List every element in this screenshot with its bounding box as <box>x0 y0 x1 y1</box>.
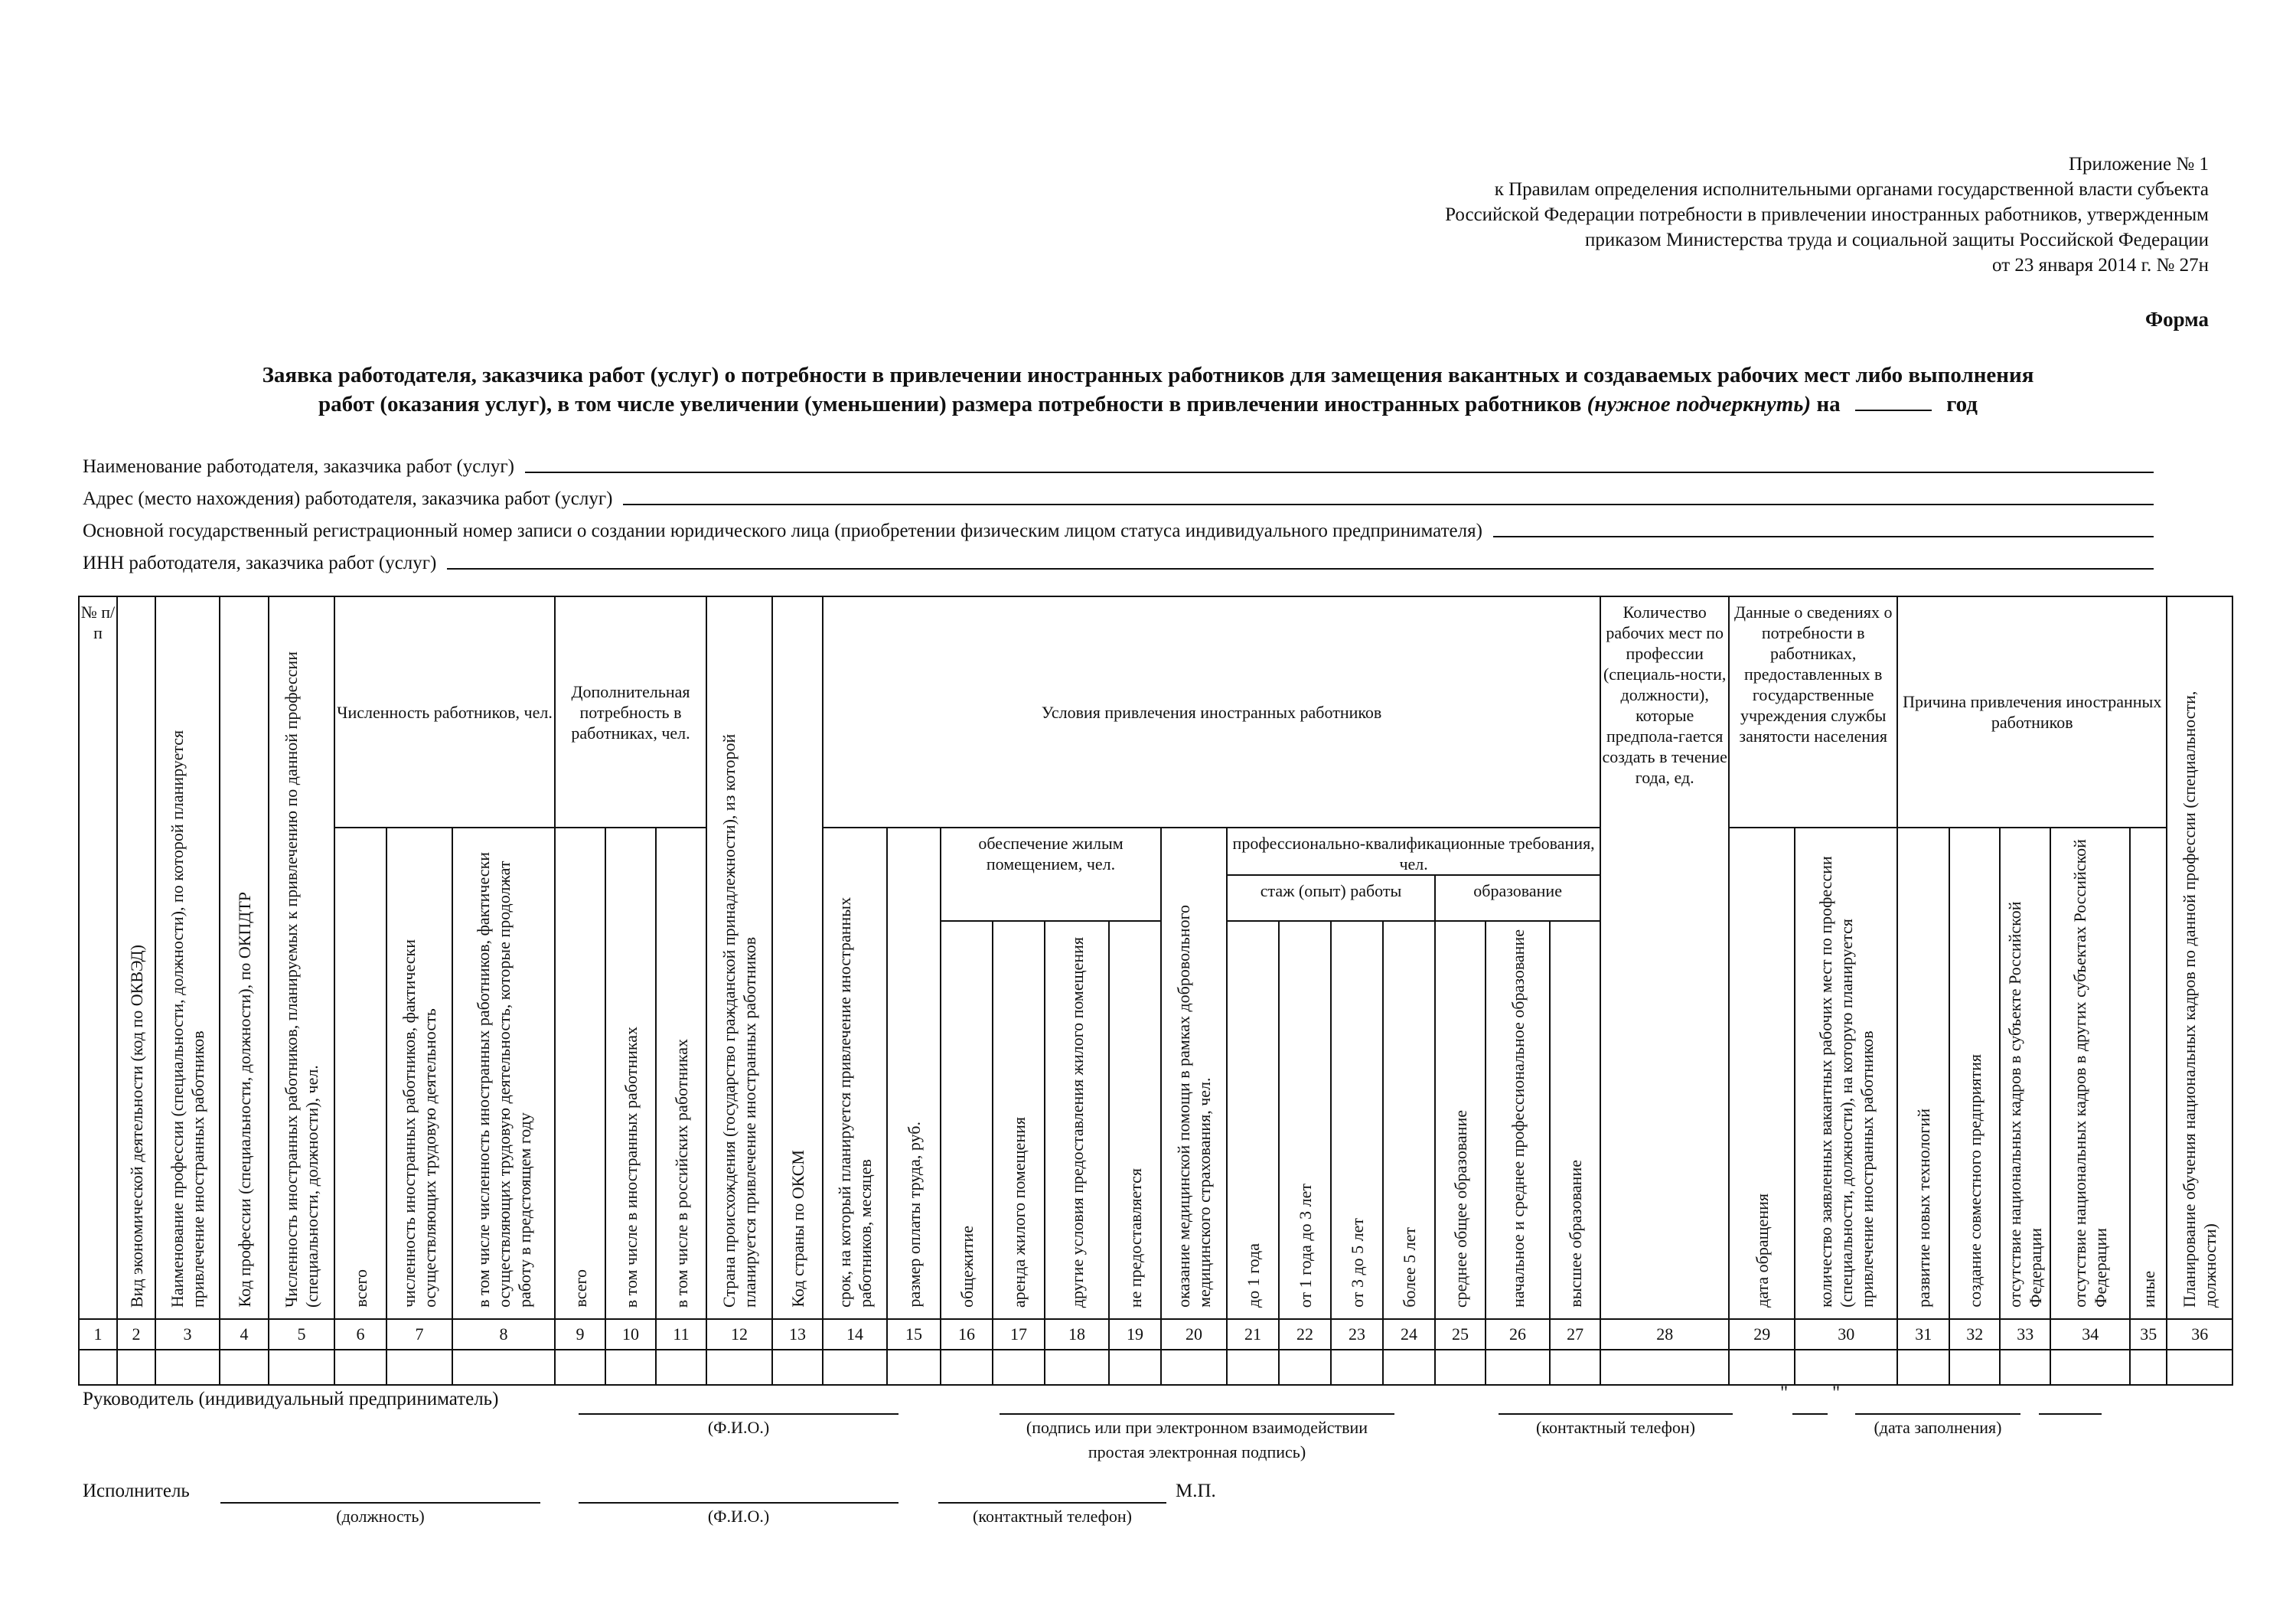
col-number: 14 <box>823 1319 887 1350</box>
data-cell[interactable] <box>656 1350 706 1385</box>
data-cell[interactable] <box>772 1350 823 1385</box>
date-day-line[interactable] <box>1792 1413 1828 1415</box>
employer-name-field[interactable] <box>83 450 2154 478</box>
data-cell[interactable] <box>887 1350 941 1385</box>
col-7-header <box>386 828 452 1319</box>
col-21-text: до 1 года <box>1243 1243 1263 1308</box>
col-number: 31 <box>1897 1319 1949 1350</box>
col-20-header <box>1161 828 1227 1319</box>
col-number: 20 <box>1161 1319 1227 1350</box>
col-12-header <box>706 596 772 1319</box>
date-month-line[interactable] <box>1855 1413 2020 1415</box>
data-cell[interactable] <box>1600 1350 1729 1385</box>
group-qualification: профессионально-квалификационные требования, чел. <box>1227 828 1600 875</box>
approval-line: приказом Министерства труда и социальной защиты Российской Федерации <box>1585 230 2209 250</box>
date-close-quote: " <box>1832 1383 1841 1403</box>
data-cell[interactable] <box>993 1350 1045 1385</box>
col-4-text: Код профессии (специальности, должности), по ОКПДТР <box>234 892 254 1308</box>
col-16-header <box>941 921 993 1319</box>
col-24-text: более 5 лет <box>1399 1227 1419 1308</box>
employer-name-line[interactable] <box>525 472 2154 473</box>
col-15-text: размер оплаты труда, руб. <box>904 1122 924 1308</box>
ogrn-line[interactable] <box>1493 536 2154 537</box>
col-36-text: Планирование обучения национальных кадров по данной профессии (специальности, должности) <box>2180 691 2220 1308</box>
col-8-header <box>452 828 555 1319</box>
col-number: 34 <box>2050 1319 2130 1350</box>
col-17-text: аренда жилого помещения <box>1009 1116 1029 1308</box>
ogrn-field[interactable] <box>83 514 2154 542</box>
data-cell[interactable] <box>1279 1350 1331 1385</box>
col-number: 3 <box>155 1319 220 1350</box>
col-23-header <box>1331 921 1383 1319</box>
data-cell[interactable] <box>605 1350 656 1385</box>
col-25-text: среднее общее образование <box>1450 1109 1470 1308</box>
col-number: 12 <box>706 1319 772 1350</box>
col-number: 30 <box>1795 1319 1897 1350</box>
col-35-header <box>2130 828 2167 1319</box>
col-number: 24 <box>1383 1319 1435 1350</box>
column-numbers-row <box>79 1319 2232 1350</box>
col-16-text: общежитие <box>957 1225 977 1308</box>
ogrn-label: Основной государственный регистрационный номер записи о создании юридического лица (приобретении физическим лицом статуса индивидуального предпринимателя) <box>83 521 1482 541</box>
empty-data-row <box>79 1350 2232 1385</box>
col-number: 8 <box>452 1319 555 1350</box>
request-table <box>78 596 2233 1386</box>
col-number: 22 <box>1279 1319 1331 1350</box>
data-cell[interactable] <box>2167 1350 2232 1385</box>
col-26-header <box>1486 921 1550 1319</box>
col-13-header <box>772 596 823 1319</box>
data-cell[interactable] <box>1109 1350 1161 1385</box>
col-number: 11 <box>656 1319 706 1350</box>
data-cell[interactable] <box>452 1350 555 1385</box>
data-cell[interactable] <box>269 1350 334 1385</box>
data-cell[interactable] <box>1331 1350 1383 1385</box>
group-additional: Дополнительная потребность в работниках, чел. <box>555 596 706 828</box>
col-27-header <box>1550 921 1600 1319</box>
head-label: Руководитель (индивидуальный предприниматель) <box>83 1389 499 1409</box>
year-blank[interactable] <box>1855 391 1932 411</box>
col-9-header <box>555 828 605 1319</box>
data-cell[interactable] <box>1227 1350 1279 1385</box>
approval-block <box>1137 152 2209 278</box>
inn-label: ИНН работодателя, заказчика работ (услуг) <box>83 553 437 573</box>
executor-fio-line[interactable] <box>579 1502 899 1504</box>
col-19-text: не предоставляется <box>1125 1167 1145 1308</box>
col-number: 28 <box>1600 1319 1729 1350</box>
col-26-text: начальное и среднее профессиональное образование <box>1508 929 1528 1308</box>
col-33-text: отсутствие национальных кадров в субъекте Российской Федерации <box>2005 901 2046 1308</box>
data-cell[interactable] <box>2000 1350 2050 1385</box>
col-18-header <box>1045 921 1109 1319</box>
col-6-header <box>334 828 386 1319</box>
title-na: на <box>1816 392 1841 416</box>
col-number: 33 <box>2000 1319 2050 1350</box>
col-number: 9 <box>555 1319 605 1350</box>
approval-line: Российской Федерации потребности в привлечении иностранных работников, утвержденным <box>1445 204 2209 225</box>
col-25-header <box>1435 921 1486 1319</box>
col-24-header <box>1383 921 1435 1319</box>
inn-field[interactable] <box>83 547 2154 574</box>
group-service: Данные о сведениях о потребности в работниках, предоставленных в государственные учреждения службы занятости населения <box>1729 596 1897 828</box>
col-19-header <box>1109 921 1161 1319</box>
data-cell[interactable] <box>2130 1350 2167 1385</box>
data-cell[interactable] <box>386 1350 452 1385</box>
employer-address-label: Адрес (место нахождения) работодателя, заказчика работ (услуг) <box>83 488 613 509</box>
col-32-text: создание совместного предприятия <box>1965 1054 1985 1308</box>
executor-phone-line[interactable] <box>938 1502 1166 1504</box>
col-number: 13 <box>772 1319 823 1350</box>
data-cell[interactable] <box>555 1350 605 1385</box>
group-conditions: Условия привлечения иностранных работников <box>823 596 1600 828</box>
group-housing: обеспечение жилым помещением, чел. <box>941 828 1161 921</box>
col-35-text: иные <box>2138 1270 2158 1308</box>
col-6-text: всего <box>351 1269 370 1308</box>
col-14-header <box>823 828 887 1319</box>
data-cell[interactable] <box>1383 1350 1435 1385</box>
head-signature-caption-1: (подпись или при электронном взаимодействии <box>1026 1418 1368 1437</box>
executor-fio-caption: (Ф.И.О.) <box>707 1507 770 1526</box>
col-number: 26 <box>1486 1319 1550 1350</box>
date-year-line[interactable] <box>2039 1413 2102 1415</box>
data-cell[interactable] <box>2050 1350 2130 1385</box>
data-cell[interactable] <box>823 1350 887 1385</box>
data-cell[interactable] <box>1435 1350 1486 1385</box>
col-22-text: от 1 года до 3 лет <box>1295 1183 1315 1308</box>
seal-mark: М.П. <box>1176 1481 1216 1501</box>
document-title <box>115 361 2181 419</box>
col-30-header <box>1795 828 1897 1319</box>
head-signature-line[interactable] <box>1000 1413 1394 1415</box>
col-2-text: Вид экономической деятельности (код по ОКВЭД) <box>126 944 146 1308</box>
approval-line: от 23 января 2014 г. № 27н <box>1992 255 2209 276</box>
group-experience: стаж (опыт) работы <box>1227 875 1435 921</box>
col-number: 10 <box>605 1319 656 1350</box>
col-4-header <box>220 596 269 1319</box>
col-10-header <box>605 828 656 1319</box>
col-15-header <box>887 828 941 1319</box>
head-fio-caption: (Ф.И.О.) <box>707 1418 770 1437</box>
col-number: 7 <box>386 1319 452 1350</box>
col-2-header <box>117 596 155 1319</box>
employer-address-field[interactable] <box>83 482 2154 510</box>
col-5-text: Численность иностранных работников, планируемых к привлечению по данной профессии (специальности, должности), чел. <box>282 651 321 1308</box>
executor-label: Исполнитель <box>83 1481 190 1501</box>
col-20-text: оказание медицинской помощи в рамках добровольного медицинского страхования, чел. <box>1174 904 1215 1308</box>
col-number: 25 <box>1435 1319 1486 1350</box>
col-11-text: в том числе в российских работниках <box>671 1038 691 1308</box>
date-open-quote: " <box>1780 1383 1789 1403</box>
col-31-text: развитие новых технологий <box>1913 1109 1933 1308</box>
col-1-header: № п/п <box>79 596 117 1319</box>
col-3-header <box>155 596 220 1319</box>
col-number: 36 <box>2167 1319 2232 1350</box>
col-27-text: высшее образование <box>1565 1160 1585 1308</box>
col-number: 35 <box>2130 1319 2167 1350</box>
head-signature-caption-2: простая электронная подпись) <box>1088 1442 1306 1461</box>
col-9-text: всего <box>570 1269 590 1308</box>
col-21-header <box>1227 921 1279 1319</box>
col-13-text: Код страны по ОКСМ <box>788 1150 807 1308</box>
col-32-header <box>1949 828 2000 1319</box>
col-number: 6 <box>334 1319 386 1350</box>
col-14-text: срок, на который планируется привлечение иностранных работников, месяцев <box>835 896 876 1308</box>
col-number: 2 <box>117 1319 155 1350</box>
title-god: год <box>1946 392 1978 416</box>
col-number: 27 <box>1550 1319 1600 1350</box>
approval-line: Приложение № 1 <box>2068 154 2209 175</box>
executor-position-caption: (должность) <box>336 1507 425 1526</box>
data-cell[interactable] <box>941 1350 993 1385</box>
title-underline-hint: (нужное подчеркнуть) <box>1587 392 1812 416</box>
executor-phone-caption: (контактный телефон) <box>973 1507 1132 1526</box>
col-17-header <box>993 921 1045 1319</box>
col-number: 16 <box>941 1319 993 1350</box>
inn-line[interactable] <box>447 568 2154 570</box>
col-29-text: дата обращения <box>1752 1194 1772 1308</box>
col-5-header <box>269 596 334 1319</box>
title-line-1: Заявка работодателя, заказчика работ (услуг) о потребности в привлечении иностранных работников для замещения вакантных и создаваемых рабочих мест либо выполнения <box>262 363 2034 387</box>
data-cell[interactable] <box>1949 1350 2000 1385</box>
date-caption: (дата заполнения) <box>1874 1418 2002 1437</box>
col-number: 29 <box>1729 1319 1795 1350</box>
data-cell[interactable] <box>79 1350 117 1385</box>
group-workers: Численность работников, чел. <box>334 596 555 828</box>
data-cell[interactable] <box>1161 1350 1227 1385</box>
col-number: 5 <box>269 1319 334 1350</box>
executor-position-line[interactable] <box>220 1502 540 1504</box>
col-number: 32 <box>1949 1319 2000 1350</box>
col-23-text: от 3 до 5 лет <box>1347 1218 1367 1308</box>
col-3-text: Наименование профессии (специальности, должности), по которой планируется привлечение иностранных работников <box>168 730 207 1308</box>
data-cell[interactable] <box>1729 1350 1795 1385</box>
col-11-header <box>656 828 706 1319</box>
data-cell[interactable] <box>334 1350 386 1385</box>
employer-name-label: Наименование работодателя, заказчика работ (услуг) <box>83 456 514 477</box>
col-12-text: Страна происхождения (государство гражданской принадлежности), из которой планируется привлечение иностранных работников <box>719 733 760 1308</box>
col-22-header <box>1279 921 1331 1319</box>
title-line-2 <box>115 390 2181 419</box>
employer-address-line[interactable] <box>623 504 2154 505</box>
col-number: 15 <box>887 1319 941 1350</box>
data-cell[interactable] <box>117 1350 155 1385</box>
title-main: работ (оказания услуг), в том числе увеличении (уменьшении) размера потребности в привлечении иностранных работников <box>318 392 1582 416</box>
col-31-header <box>1897 828 1949 1319</box>
data-cell[interactable] <box>1486 1350 1550 1385</box>
data-cell[interactable] <box>1045 1350 1109 1385</box>
col-7-text: численность иностранных работников, фактически осуществляющих трудовую деятельность <box>400 939 439 1308</box>
data-cell[interactable] <box>1550 1350 1600 1385</box>
data-cell[interactable] <box>155 1350 220 1385</box>
forma-label: Форма <box>2144 308 2209 331</box>
col-number: 1 <box>79 1319 117 1350</box>
col-29-header <box>1729 828 1795 1319</box>
col-number: 17 <box>993 1319 1045 1350</box>
head-fio-line[interactable] <box>579 1413 899 1415</box>
group-education: образование <box>1435 875 1600 921</box>
col-34-header <box>2050 828 2130 1319</box>
col-30-text: количество заявленных вакантных рабочих мест по профессии (специальности, должности), на которую планируется привлечение иностранных работников <box>1815 856 1877 1308</box>
col-number: 19 <box>1109 1319 1161 1350</box>
col-18-text: другие условия предоставления жилого помещения <box>1067 936 1087 1308</box>
col-10-text: в том числе в иностранных работниках <box>621 1026 641 1308</box>
col-number: 21 <box>1227 1319 1279 1350</box>
data-cell[interactable] <box>1795 1350 1897 1385</box>
group-reason: Причина привлечения иностранных работников <box>1897 596 2167 828</box>
col-34-text: отсутствие национальных кадров в других субъектах Российской Федерации <box>2070 839 2111 1308</box>
col-number: 23 <box>1331 1319 1383 1350</box>
col-28-header: Количество рабочих мест по профессии (специаль-ности, должности), которые предпола-гается создать в течение года, ед. <box>1600 596 1729 1319</box>
col-33-header <box>2000 828 2050 1319</box>
head-phone-caption: (контактный телефон) <box>1536 1418 1695 1437</box>
col-8-text: в том числе численность иностранных работников, фактически осуществляющих трудовую деятельность, которые продолжат работу в предстоящем году <box>473 851 534 1308</box>
data-cell[interactable] <box>220 1350 269 1385</box>
data-cell[interactable] <box>706 1350 772 1385</box>
col-36-header <box>2167 596 2232 1319</box>
col-number: 4 <box>220 1319 269 1350</box>
approval-line: к Правилам определения исполнительными органами государственной власти субъекта <box>1494 179 2209 200</box>
data-cell[interactable] <box>1897 1350 1949 1385</box>
head-phone-line[interactable] <box>1499 1413 1733 1415</box>
col-number: 18 <box>1045 1319 1109 1350</box>
